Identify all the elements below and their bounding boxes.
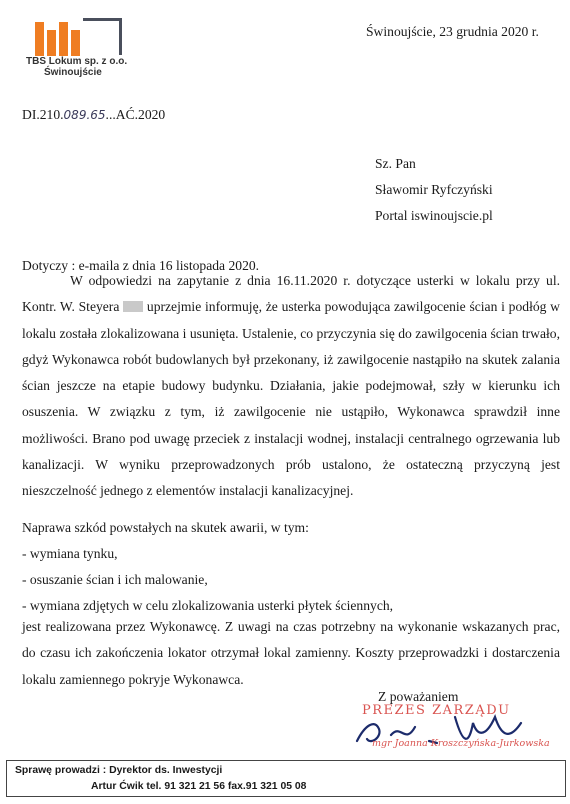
logo-roof-frame [83, 18, 122, 55]
closing: Z poważaniem [378, 689, 459, 704]
body-paragraph [22, 268, 560, 505]
body-text: uprzejmie informuję, że usterka powodująca zawilgocenie ścian i podłóg w lokalu została zlokalizowana i usunięta. Ustalenie, co przyczynia się do zawilgocenia ścian trwało, gdyż Wykonawca robót budowlanych był przekonany, iż zawilgocenie nastąpiło na skutek zalania ścian jeszcze na etapie budowy budynku. Działania, jakie podejmował, szły w kierunku ich osuszenia. W związku z tym, iż zawilgocenie nie ustąpiło, Wykonawca sprawdził inne możliwości. Brano pod uwagę przeciek z instalacji wodnej, instalacji centralnego ogrzewania lub kanalizacji. W wyniku przeprowadzonych prób ustalono, że ostateczną przyczyną jest nieszczelność jednego z elementów instalacji kanalizacyjnej. [22, 299, 561, 499]
redacted-number [123, 301, 143, 312]
recipient-line: Sz. Pan [375, 156, 416, 171]
logo-bar [47, 30, 56, 56]
list-item: - wymiana zdjętych w celu zlokalizowania usterki płytek ściennych, [22, 598, 394, 613]
body-paragraph-2 [22, 614, 560, 693]
stamp-title: PREZES ZARZĄDU [362, 703, 511, 718]
footer-contact-details: Artur Ćwik tel. 91 321 21 56 fax.91 321 05 08 [91, 781, 307, 792]
footer-contact-role: Sprawę prowadzi : Dyrektor ds. Inwestycji [15, 765, 223, 776]
logo-bar [59, 22, 68, 56]
body-text: W odpowiedzi na zapytanie z dnia 16.11.2020 r. dotyczące usterki w lokalu przy ul. Kontr. W. Steyera [22, 273, 560, 315]
list-item: - osuszanie ścian i ich malowanie, [22, 572, 208, 587]
recipient-line: Portal iswinoujscie.pl [375, 208, 493, 223]
letter-date: Świnoujście, 23 grudnia 2020 r. [366, 24, 539, 39]
list-intro: Naprawa szkód powstałych na skutek awarii, w tym: [22, 520, 309, 535]
body-text: jest realizowana przez Wykonawcę. Z uwagi na czas potrzebny na wykonanie wskazanych prac, do czasu ich zakończenia lokator otrzymał lokal zamienny. Koszty przeprowadzki i dostarczenia lokalu zamiennego pokryje Wykonawca. [22, 619, 560, 687]
company-city: Świnoujście [44, 67, 102, 78]
reference-number: DI.210.089.65...AĆ.2020 [22, 107, 166, 122]
recipient-line: Sławomir Ryfczyński [375, 182, 493, 197]
list-item: - wymiana tynku, [22, 546, 118, 561]
logo-bar [71, 30, 80, 56]
logo-bar [35, 22, 44, 56]
company-name: TBS Lokum sp. z o.o. [26, 56, 128, 67]
subject-line: Dotyczy : e-maila z dnia 16 listopada 2020. [22, 258, 260, 273]
reference-prefix: DI.210. [22, 107, 64, 122]
reference-suffix: AĆ.2020 [115, 107, 166, 122]
stamp-name: mgr Joanna Kroszczyńska-Jurkowska [372, 738, 550, 749]
reference-handwritten: 089.65 [63, 108, 106, 122]
footer-box [6, 760, 566, 797]
